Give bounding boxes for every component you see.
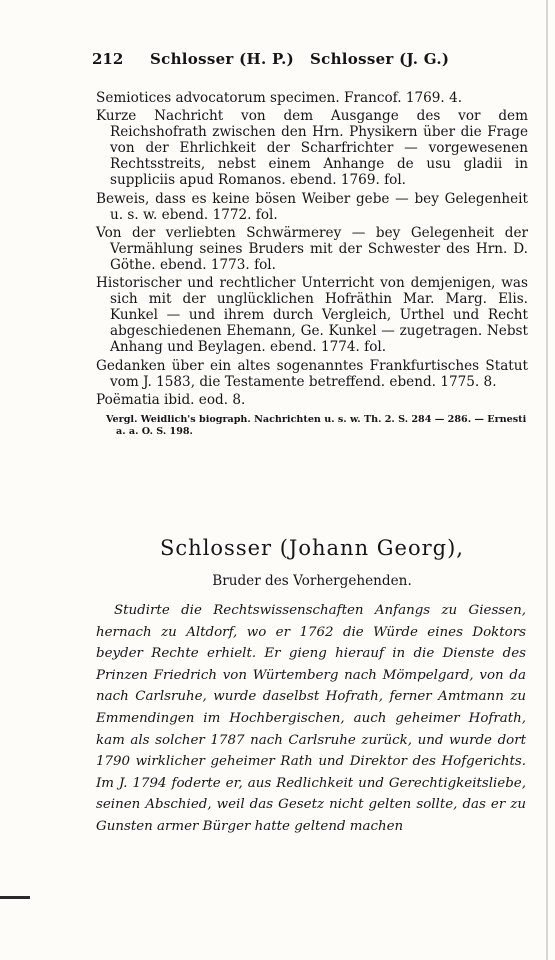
section-body: Studirte die Rechtswissenschaften Anfangs zu Giessen, hernach zu Altdorf, wo er 1762 die Würde eines Doktors beyder Rechte erhielt. Er gieng hierauf in die Dienste des Prinzen Friedrich von Würtemberg nach Mömpelgard, von da nach Carlsruhe, wurde daselbst Hofrath, ferner Amtmann zu Emmendingen im Hochbergischen, auch geheimer Hofrath, kam als solcher 1787 nach Carlsruhe zurück, und wurde dort 1790 wirklicher geheimer Rath und Direktor des Hofgerichts. Im J. 1794 foderte er, aus Redlichkeit und Gerechtigkeitsliebe, seinen Abschied, weil das Gesetz nicht gelten sollte, das er zu Gunsten armer Bürger hatte geltend machen (96, 603, 526, 834)
reference-note: Vergl. Weidlich's biograph. Nachrichten u. s. w. Th. 2. S. 284 — 286. — Ernesti a. a. O. S. 198. (106, 413, 527, 437)
page-header (92, 50, 532, 72)
bibliography-entry: Historischer und rechtlicher Unterricht von demjenigen, was sich mit der unglücklichen Hofräthin Mar. Marg. Elis. Kunkel — und ihrem durch Vergleich, Urthel und Recht abgeschiedenen Ehemann, Ge. Kunkel — zugetragen. Nebst Anhang und Beylagen. ebend. 1774. fol. (96, 275, 528, 356)
bibliography-entry: Kurze Nachricht von dem Ausgange des vor dem Reichshofrath zwischen den Hrn. Physikern über die Frage von der Ehrlichkeit der Scharfrichter — vorgewesenen Rechtsstreits, nebst einem Anhange de usu gladii in suppliciis apud Romanos. ebend. 1769. fol. (96, 108, 528, 189)
bibliography-entry: Semiotices advocatorum specimen. Francof. 1769. 4. (96, 90, 463, 106)
bibliography-list (96, 90, 528, 438)
running-head-left: Schlosser (H. P.) (150, 50, 295, 68)
scan-edge-mark (0, 896, 30, 899)
bibliography-entry: Gedanken über ein altes sogenanntes Frankfurtisches Statut vom J. 1583, die Testamente betreffend. ebend. 1775. 8. (96, 357, 528, 390)
page-edge-line (546, 0, 548, 960)
page-number: 212 (92, 50, 124, 68)
section-title: Schlosser (Johann Georg), (160, 536, 464, 560)
bibliography-entry: Beweis, dass es keine bösen Weiber gebe — bey Gelegenheit u. s. w. ebend. 1772. fol. (96, 190, 528, 223)
running-head-right: Schlosser (J. G.) (310, 50, 450, 68)
bibliography-entry: Von der verliebten Schwärmerey — bey Gelegenheit der Vermählung seines Bruders mit der Schwester des Hrn. D. Göthe. ebend. 1773. fol. (96, 224, 528, 273)
bibliography-entry: Poëmatia ibid. eod. 8. (96, 391, 246, 408)
section-subtitle: Bruder des Vorhergehenden. (212, 573, 412, 589)
